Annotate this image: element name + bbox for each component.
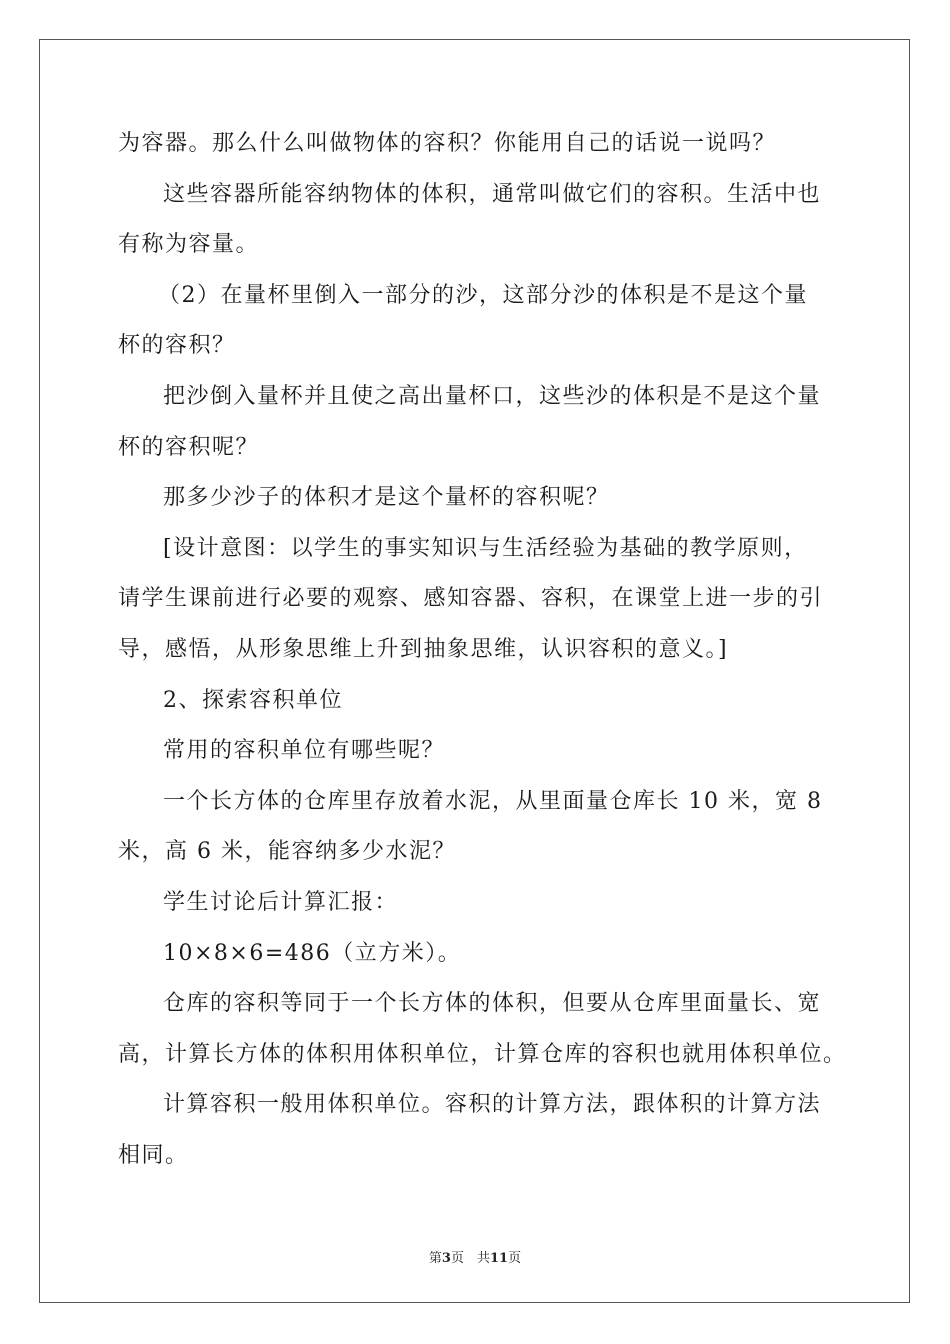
text-line: （2）在量杯里倒入一部分的沙，这部分沙的体积是不是这个量 [158, 282, 808, 308]
text-line: 米，高 6 米，能容纳多少水泥？ [118, 839, 456, 865]
formula-line: 10×8×6=486（立方米）。 [163, 940, 462, 966]
footer-suffix: 页 [508, 1251, 522, 1266]
document-body [118, 124, 847, 1186]
text-line: 高，计算长方体的体积用体积单位，计算仓库的容积也就用体积单位。 [118, 1041, 847, 1067]
section-heading: 2、探索容积单位 [163, 687, 343, 713]
text-line: 一个长方体的仓库里存放着水泥，从里面量仓库长 10 米，宽 8 [163, 788, 823, 814]
text-line: 相同。 [118, 1142, 189, 1168]
page-footer [0, 1247, 950, 1266]
current-page-number: 3 [441, 1251, 451, 1266]
text-line: 把沙倒入量杯并且使之高出量杯口，这些沙的体积是不是这个量 [163, 383, 822, 409]
text-line: 为容器。那么什么叫做物体的容积？你能用自己的话说一说吗？ [118, 131, 777, 156]
text-line: 那多少沙子的体积才是这个量杯的容积呢？ [163, 485, 610, 511]
text-line: 计算容积一般用体积单位。容积的计算方法，跟体积的计算方法 [163, 1092, 822, 1118]
text-line: 学生讨论后计算汇报： [163, 889, 399, 915]
total-page-count: 11 [489, 1251, 509, 1266]
text-line: 这些容器所能容纳物体的体积，通常叫做它们的容积。生活中也 [163, 181, 822, 207]
text-line: 仓库的容积等同于一个长方体的体积，但要从仓库里面量长、宽 [163, 991, 822, 1017]
footer-prefix: 第 [428, 1251, 442, 1266]
text-line: 杯的容积？ [118, 333, 236, 359]
text-line: 常用的容积单位有哪些呢？ [163, 738, 446, 764]
text-line: 请学生课前进行必要的观察、感知容器、容积，在课堂上进一步的引 [118, 586, 824, 612]
footer-mid: 页 共 [450, 1251, 490, 1266]
text-line: 导，感悟，从形象思维上升到抽象思维，认识容积的意义。] [118, 636, 729, 662]
text-line: 有称为容量。 [118, 232, 260, 258]
text-line: 杯的容积呢？ [118, 434, 260, 460]
text-line: [设计意图：以学生的事实知识与生活经验为基础的教学原则， [163, 535, 808, 561]
